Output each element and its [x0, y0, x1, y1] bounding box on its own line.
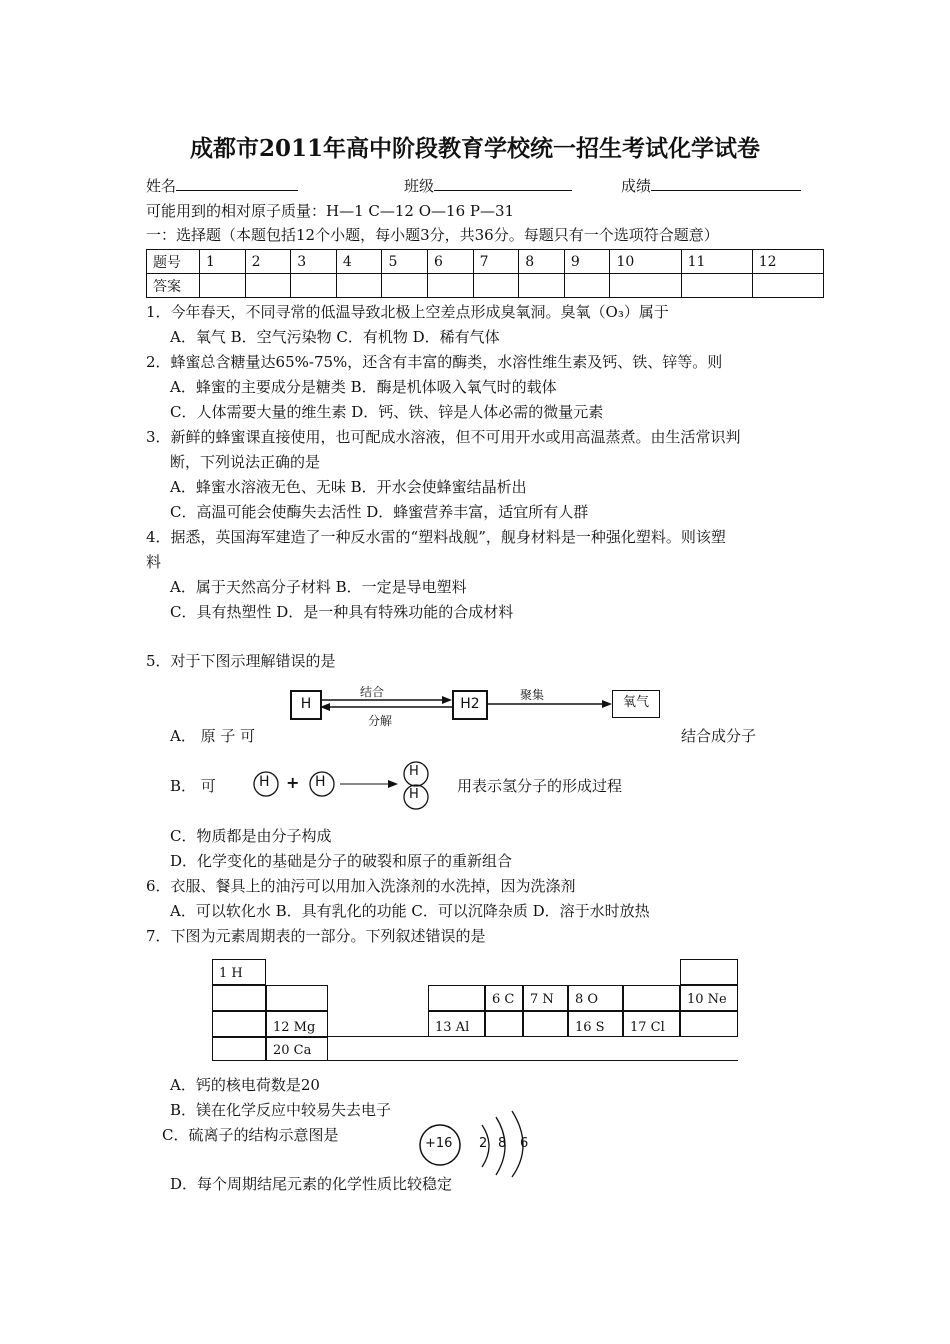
element-s: 16 S	[568, 1011, 623, 1037]
q1-options: A．氧气 B．空气污染物 C．有机物 D．稀有气体	[170, 328, 500, 346]
atomic-masses: 可能用到的相对原子质量：H—1 C—12 O—16 P—31	[146, 202, 515, 220]
q6-stem: 6．衣服、餐具上的油污可以用加入洗涤剂的水洗掉，因为洗涤剂	[146, 877, 576, 895]
element-p-cell	[523, 1011, 568, 1037]
q1-stem: 1．今年春天，不同寻常的低温导致北极上空差点形成臭氧洞。臭氧（O₃）属于	[146, 303, 669, 321]
collect-arrowhead	[602, 700, 612, 708]
q5-option-c: C．物质都是由分子构成	[170, 827, 332, 845]
element-cl: 17 Cl	[623, 1011, 680, 1037]
h2-molecule-box: H2	[452, 690, 488, 720]
label-combine: 结合	[360, 685, 385, 699]
element-be-cell	[266, 985, 328, 1011]
element-b-cell	[428, 985, 485, 1011]
decompose-arrowhead	[320, 703, 330, 711]
h-symbol: H	[259, 774, 270, 790]
class-blank[interactable]	[434, 176, 572, 191]
name-blank[interactable]	[176, 176, 298, 191]
number-cell: 3	[291, 250, 337, 274]
section-heading: 一：选择题（本题包括12个小题，每小题3分，共36分。每题只有一个选项符合题意）	[146, 226, 719, 244]
period-4-remaining	[328, 1036, 738, 1061]
answer-cell[interactable]	[428, 274, 474, 298]
answer-cell[interactable]	[564, 274, 610, 298]
number-cell: 10	[610, 250, 681, 274]
q4-options-ab: A．属于天然高分子材料 B．一定是导电塑料	[170, 578, 467, 596]
score-field	[621, 176, 801, 196]
q7-option-b: B．镁在化学反应中较易失去电子	[170, 1101, 392, 1119]
hydrogen-gas-box: 氧气	[612, 690, 660, 718]
number-cell: 1	[200, 250, 246, 274]
answer-row-label: 答案	[147, 274, 200, 298]
h-atom-box: H	[290, 690, 322, 720]
q4-options-cd: C．具有热塑性 D．是一种具有特殊功能的合成材料	[170, 603, 514, 621]
answer-number-row	[147, 250, 824, 274]
q5-option-a: A． 原 子 可	[170, 727, 256, 745]
answer-cell[interactable]	[752, 274, 823, 298]
q3-options-cd: C．高温可能会使酶失去活性 D．蜂蜜营养丰富，适宜所有人群	[170, 503, 589, 521]
page-title: 成都市2011年高中阶段教育学校统一招生考试化学试卷	[189, 135, 760, 162]
element-mg: 12 Mg	[266, 1011, 328, 1037]
number-cell: 8	[519, 250, 565, 274]
number-cell: 9	[564, 250, 610, 274]
label-collect: 聚集	[520, 688, 545, 702]
number-cell: 5	[382, 250, 428, 274]
answer-cell[interactable]	[519, 274, 565, 298]
answer-table	[146, 249, 824, 298]
shell-electrons: 6	[520, 1136, 529, 1151]
number-cell: 4	[336, 250, 382, 274]
element-k-cell	[212, 1037, 266, 1061]
label-decompose: 分解	[368, 714, 393, 728]
element-al: 13 Al	[428, 1011, 485, 1037]
h-symbol: H	[409, 764, 419, 779]
element-ca: 20 Ca	[266, 1037, 328, 1061]
formation-arrowhead	[388, 780, 398, 788]
answer-cell[interactable]	[610, 274, 681, 298]
number-row-label: 题号	[147, 250, 200, 274]
element-ne: 10 Ne	[680, 985, 738, 1011]
element-ar-cell	[680, 1011, 738, 1037]
q6-options: A．可以软化水 B．具有乳化的功能 C．可以沉降杂质 D．溶于水时放热	[170, 902, 650, 920]
answer-row	[147, 274, 824, 298]
answer-cell[interactable]	[473, 274, 519, 298]
answer-cell[interactable]	[336, 274, 382, 298]
plus-sign: +	[286, 773, 300, 792]
answer-cell[interactable]	[291, 274, 337, 298]
q7-option-c: C．硫离子的结构示意图是	[162, 1126, 339, 1144]
answer-cell[interactable]	[245, 274, 291, 298]
q4-stem: 4．据悉，英国海军建造了一种反水雷的“塑料战舰”，舰身材料是一种强化塑料。则该塑	[146, 528, 726, 546]
number-cell: 6	[428, 250, 474, 274]
q4-stem-cont: 料	[146, 553, 162, 571]
shell-electrons: 8	[498, 1136, 507, 1151]
class-field	[404, 176, 572, 196]
answer-cell[interactable]	[200, 274, 246, 298]
element-n: 7 N	[523, 985, 568, 1011]
q7-stem: 7．下图为元素周期表的一部分。下列叙述错误的是	[146, 927, 486, 945]
answer-cell[interactable]	[681, 274, 752, 298]
element-f-cell	[623, 985, 680, 1011]
element-li-cell	[212, 985, 266, 1011]
q3-stem: 3．新鲜的蜂蜜课直接使用，也可配成水溶液，但不可用开水或用高温蒸煮。由生活常识判	[146, 428, 741, 446]
score-blank[interactable]	[651, 176, 801, 191]
number-cell: 7	[473, 250, 519, 274]
q5-option-d: D．化学变化的基础是分子的破裂和原子的重新组合	[170, 852, 513, 870]
element-si-cell	[485, 1011, 523, 1037]
q7-option-a: A．钙的核电荷数是20	[170, 1076, 320, 1094]
q2-stem: 2．蜂蜜总含糖量达65%-75%，还含有丰富的酶类，水溶性维生素及钙、铁、锌等。则	[146, 353, 723, 371]
q2-options-cd: C．人体需要大量的维生素 D．钙、铁、锌是人体必需的微量元素	[170, 403, 604, 421]
q5-option-b-end: 用表示氢分子的形成过程	[457, 777, 623, 795]
number-cell: 12	[752, 250, 823, 274]
q7-option-d: D．每个周期结尾元素的化学性质比较稳定	[170, 1175, 453, 1193]
shell-electrons: 2	[479, 1136, 488, 1151]
element-he-cell	[680, 959, 738, 985]
number-cell: 2	[245, 250, 291, 274]
element-c: 6 C	[485, 985, 523, 1011]
name-field	[146, 176, 298, 196]
element-na-cell	[212, 1011, 266, 1037]
nucleus-charge: +16	[425, 1136, 453, 1151]
q3-stem-cont: 断，下列说法正确的是	[170, 453, 321, 471]
q5-option-a-end: 结合成分子	[681, 727, 757, 745]
q5-option-b: B． 可	[170, 777, 216, 795]
name-label: 姓名	[146, 177, 177, 195]
answer-cell[interactable]	[382, 274, 428, 298]
class-label: 班级	[404, 177, 435, 195]
q2-options-ab: A．蜂蜜的主要成分是糖类 B．酶是机体吸入氧气时的载体	[170, 378, 557, 396]
q3-options-ab: A．蜂蜜水溶液无色、无味 B．开水会使蜂蜜结晶析出	[170, 478, 527, 496]
h-symbol: H	[315, 774, 326, 790]
element-o: 8 O	[568, 985, 623, 1011]
score-label: 成绩	[621, 177, 652, 195]
q5-arrows	[320, 692, 614, 716]
combine-arrowhead	[442, 696, 452, 704]
q5-stem: 5．对于下图示理解错误的是	[146, 652, 336, 670]
element-h: 1 H	[212, 959, 266, 985]
number-cell: 11	[681, 250, 752, 274]
h-symbol: H	[409, 787, 419, 802]
